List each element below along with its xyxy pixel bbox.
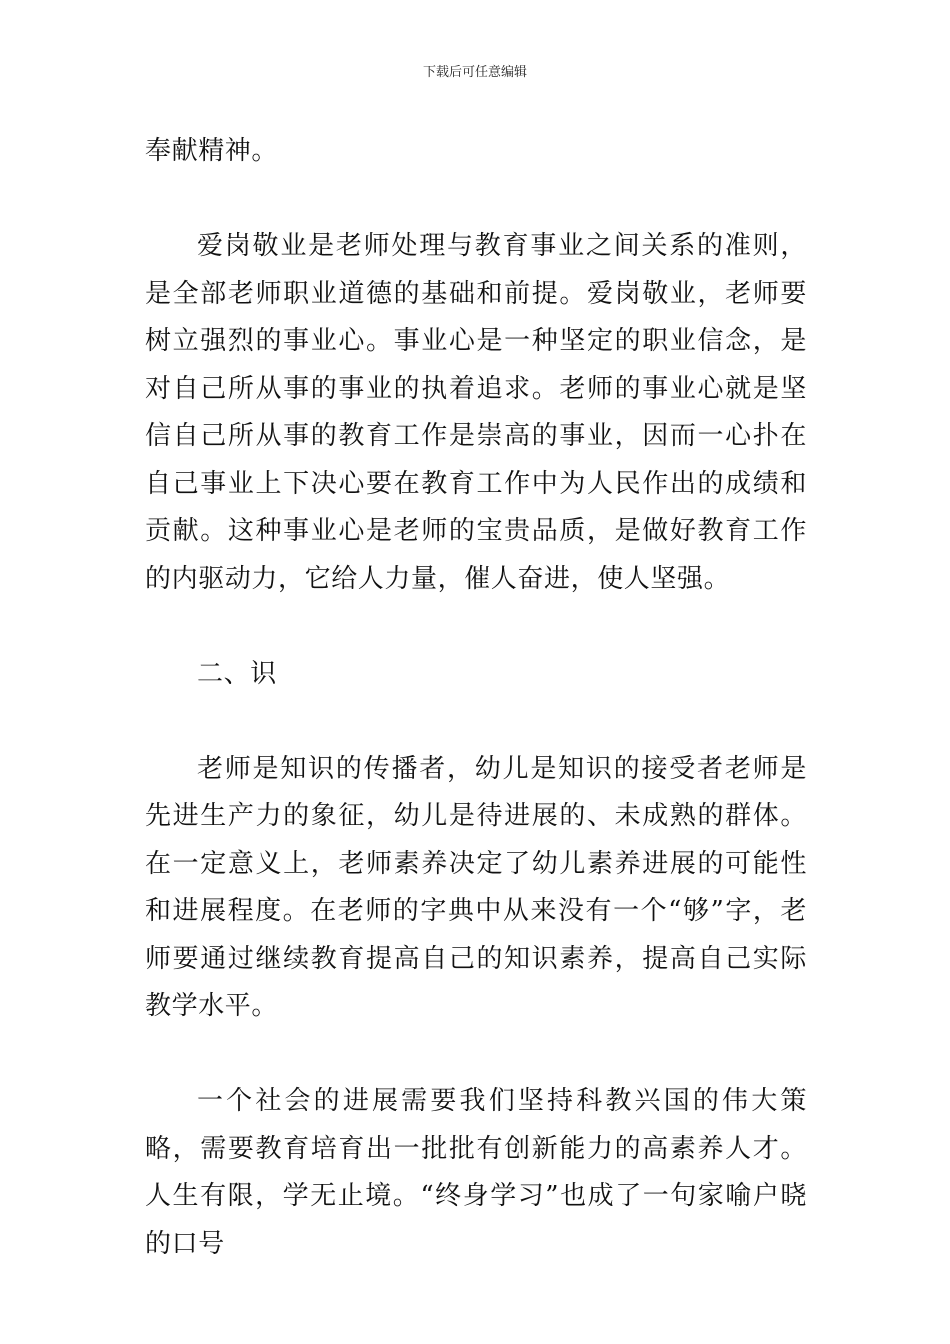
paragraph-lifelong-learning: 一个社会的进展需要我们坚持科教兴国的伟大策略，需要教育培育出一批批有创新能力的高素养人才。人生有限，学无止境。“终身学习”也成了一句家喻户晓的口号 — [145, 1086, 807, 1259]
paragraph-dedication: 爱岗敬业是老师处理与教育事业之间关系的准则，是全部老师职业道德的基础和前提。爱岗敬业，老师要树立强烈的事业心。事业心是一种坚定的职业信念，是对自己所从事的事业的执着追求。老师的事业心就是坚信自己所从事的教育工作是崇高的事业，因而一心扑在自己事业上下决心要在教育工作中为人民作出的成绩和贡献。这种事业心是老师的宝贵品质，是做好教育工作的内驱动力，它给人力量，催人奋进，使人坚强。 — [145, 231, 807, 594]
document-body — [145, 128, 807, 1268]
page-header: 下载后可任意编辑 — [422, 65, 527, 80]
paragraph-gap — [145, 1031, 807, 1079]
section-heading: 二、识 — [197, 658, 277, 689]
paragraph-gap — [145, 176, 807, 224]
paragraph-knowledge: 老师是知识的传播者，幼儿是知识的接受者老师是先进生产力的象征，幼儿是待进展的、未成熟的群体。在一定意义上，老师素养决定了幼儿素养进展的可能性和进展程度。在老师的字典中从来没有一个“够”字，老师要通过继续教育提高自己的知识素养，提高自己实际教学水平。 — [145, 753, 807, 1021]
paragraph-gap — [145, 603, 807, 651]
paragraph-continuation: 奉献精神。 — [145, 136, 279, 166]
paragraph-gap — [145, 698, 807, 746]
